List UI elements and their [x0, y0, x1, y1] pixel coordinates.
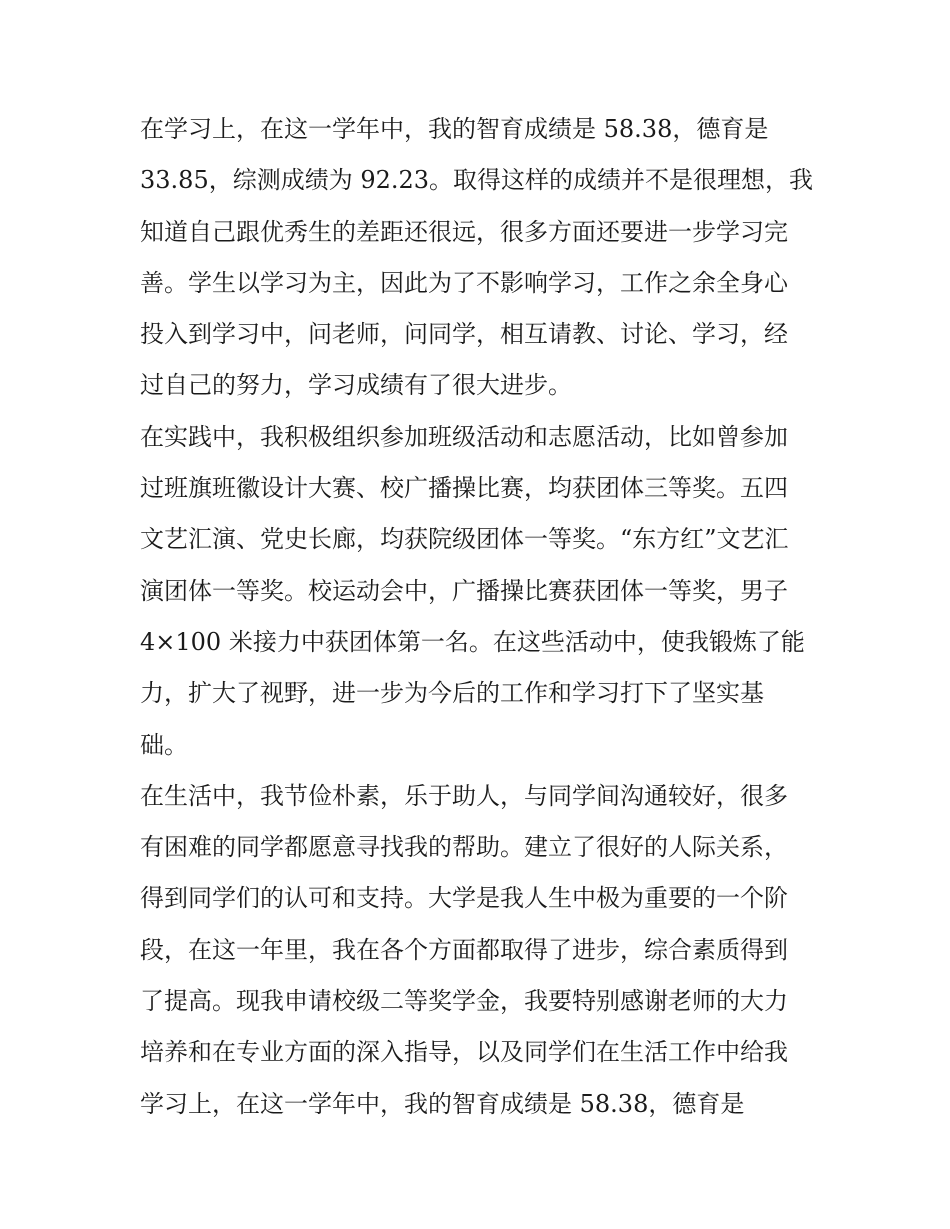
- text-line: 过班旗班徽设计大赛、校广播操比赛，均获团体三等奖。五四: [140, 474, 788, 503]
- text-line: 得到同学们的认可和支持。大学是我人生中极为重要的一个阶: [140, 884, 788, 913]
- text-line: 4×100 米接力中获团体第一名。在这些活动中，使我锻炼了能: [140, 627, 805, 656]
- text-line: 础。: [140, 730, 188, 759]
- document-body: [140, 104, 820, 1130]
- text-line: 文艺汇演、党史长廊，均获院级团体一等奖。“东方红”文艺汇: [140, 525, 789, 554]
- text-line: 知道自己跟优秀生的差距还很远，很多方面还要进一步学习完: [140, 217, 788, 246]
- text-line: 段，在这一年里，我在各个方面都取得了进步，综合素质得到: [140, 935, 788, 964]
- text-line: 在生活中，我节俭朴素，乐于助人，与同学间沟通较好，很多: [140, 781, 788, 810]
- text-line: 学习上，在这一学年中，我的智育成绩是 58.38，德育是: [140, 1089, 745, 1118]
- text-line: 在实践中，我积极组织参加班级活动和志愿活动，比如曾参加: [140, 422, 788, 451]
- text-line: 力，扩大了视野，进一步为今后的工作和学习打下了坚实基: [140, 679, 764, 708]
- text-line: 33.85，综测成绩为 92.23。取得这样的成绩并不是很理想，我: [140, 166, 814, 195]
- text-line: 了提高。现我申请校级二等奖学金，我要特别感谢老师的大力: [140, 987, 788, 1016]
- text-line: 过自己的努力，学习成绩有了很大进步。: [140, 371, 572, 400]
- text-line: 在学习上，在这一学年中，我的智育成绩是 58.38，德育是: [140, 115, 769, 143]
- text-line: 投入到学习中，问老师，问同学，相互请教、讨论、学习，经: [140, 320, 788, 349]
- text-line: 演团体一等奖。校运动会中，广播操比赛获团体一等奖，男子: [140, 576, 788, 605]
- text-line: 善。学生以学习为主，因此为了不影响学习，工作之余全身心: [140, 268, 788, 297]
- text-line: 有困难的同学都愿意寻找我的帮助。建立了很好的人际关系，: [140, 833, 788, 862]
- text-line: 培养和在专业方面的深入指导，以及同学们在生活工作中给我: [140, 1038, 788, 1067]
